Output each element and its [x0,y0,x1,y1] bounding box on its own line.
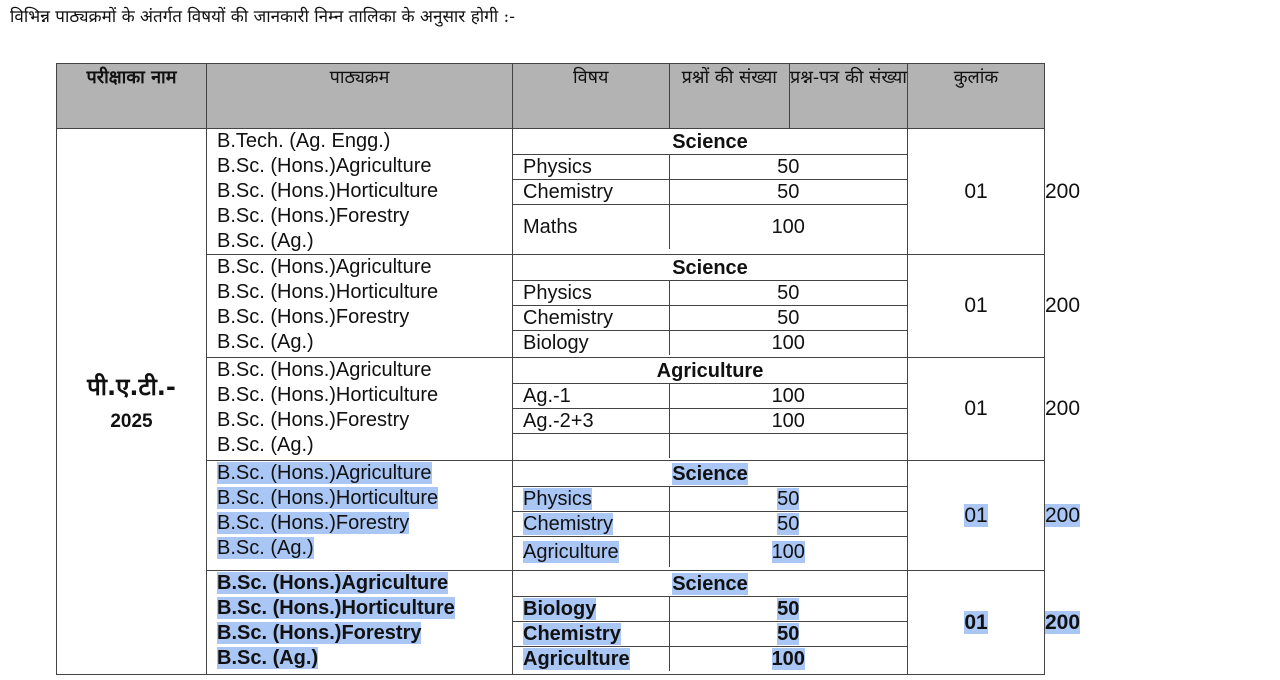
course-list [207,129,513,255]
course-item: B.Sc. (Hons.)Horticulture [217,180,439,202]
subject-name: Chemistry [523,623,621,645]
subject-name: Physics [513,155,669,180]
total-marks: 200 [1045,610,1081,634]
subject-questions: 100 [771,541,805,563]
header-subject: विषय [513,64,669,128]
course-item: B.Sc. (Ag.) [217,537,314,559]
course-item: B.Sc. (Ag.) [217,434,314,456]
subject-name: Chemistry [513,306,669,331]
header-course: पाठ्यक्रम [207,64,513,129]
total-marks: 200 [1045,503,1081,527]
subject-name: Physics [523,488,592,510]
course-item: B.Sc. (Hons.)Agriculture [217,256,432,278]
subject-questions: 50 [669,155,907,180]
exam-name-cell [57,129,207,675]
subject-name [513,434,669,459]
course-item: B.Sc. (Ag.) [217,647,319,669]
subject-questions: 50 [777,623,800,645]
subject-questions: 50 [777,598,800,620]
subject-cell [513,358,908,461]
subject-questions: 50 [669,306,907,331]
course-item: B.Tech. (Ag. Engg.) [217,130,391,152]
course-item: B.Sc. (Hons.)Forestry [217,409,410,431]
table-header-row [57,64,1045,129]
subject-cell [513,461,908,571]
subject-name: Ag.-2+3 [513,409,669,434]
header-total-marks: कुलांक [908,64,1045,129]
subject-group: Science [672,130,748,153]
subject-questions: 100 [669,384,907,409]
header-num-questions: प्रश्नों की संख्या [681,67,777,88]
subject-group: Science [672,256,748,279]
table-row: B.Sc. (Hons.)Agriculture B.Sc. (Hons.)Horticulture B.Sc. (Hons.)Forestry B.Sc. (Ag.) Science Physics 50 Chemistry 50 Biology 100 01 200 [57,255,1045,358]
subject-group: Agriculture [656,359,764,382]
subject-name: Chemistry [523,513,614,535]
course-item: B.Sc. (Ag.) [217,331,314,353]
subject-name: Agriculture [523,648,630,670]
num-papers: 01 [908,255,1045,358]
subject-cell [513,571,908,675]
subject-group: Science [672,462,748,485]
subject-name: Physics [513,281,669,306]
course-list [207,571,513,675]
course-item: B.Sc. (Ag.) [217,230,314,252]
course-list [207,255,513,358]
num-papers: 01 [908,129,1045,255]
course-subject-table [56,63,1081,675]
exam-year: 2025 [110,411,153,432]
subject-name: Chemistry [513,180,669,205]
subject-questions [669,434,907,459]
subject-questions: 100 [771,648,805,670]
subject-questions: 50 [777,488,800,510]
exam-name: पी.ए.टी.- [87,373,176,401]
subject-questions: 100 [669,331,907,356]
subject-cell [513,129,908,255]
course-item: B.Sc. (Hons.)Horticulture [217,487,439,509]
subject-name: Biology [523,598,597,620]
table-row: पी.ए.टी.- 2025 B.Tech. (Ag. Engg.) B.Sc. (Hons.)Agriculture B.Sc. (Hons.)Horticulture B.Sc. (Hons.)Forestry B.Sc. (Ag.) Science Physics 50 Chemistry 50 Maths 100 01 200 [57,129,1045,255]
course-item: B.Sc. (Hons.)Agriculture [217,155,432,177]
num-papers: 01 [908,358,1045,461]
header-num-papers: प्रश्न-पत्र की संख्या [790,64,908,129]
subject-questions: 50 [669,281,907,306]
subject-questions: 50 [777,513,800,535]
subject-name: Ag.-1 [513,384,669,409]
course-list [207,358,513,461]
header-subject-questions [513,64,790,129]
course-item: B.Sc. (Hons.)Horticulture [217,384,439,406]
num-papers: 01 [964,610,988,634]
course-item: B.Sc. (Hons.)Horticulture [217,597,455,619]
subject-name: Biology [513,331,669,356]
course-item: B.Sc. (Hons.)Agriculture [217,359,432,381]
course-item: B.Sc. (Hons.)Forestry [217,205,410,227]
intro-text: विभिन्न पाठ्यक्रमों के अंतर्गत विषयों की जानकारी निम्न तालिका के अनुसार होगी :- [10,7,515,27]
subject-questions: 100 [669,409,907,434]
header-exam-name: परीक्षाका नाम [57,64,207,129]
course-item: B.Sc. (Hons.)Forestry [217,512,410,534]
subject-group: Science [672,572,748,595]
course-item: B.Sc. (Hons.)Forestry [217,622,422,644]
subject-name: Agriculture [523,541,619,563]
subject-questions: 50 [669,180,907,205]
table-row: B.Sc. (Hons.)Agriculture B.Sc. (Hons.)Horticulture B.Sc. (Hons.)Forestry B.Sc. (Ag.) Agriculture Ag.-1 100 Ag.-2+3 100 01 200 [57,358,1045,461]
subject-cell [513,255,908,358]
subject-name: Maths [513,205,669,250]
course-item: B.Sc. (Hons.)Horticulture [217,281,439,303]
subject-questions: 100 [669,205,907,250]
course-list [207,461,513,571]
course-item: B.Sc. (Hons.)Forestry [217,306,410,328]
num-papers: 01 [964,503,988,527]
course-item: B.Sc. (Hons.)Agriculture [217,462,432,484]
course-item: B.Sc. (Hons.)Agriculture [217,572,449,594]
